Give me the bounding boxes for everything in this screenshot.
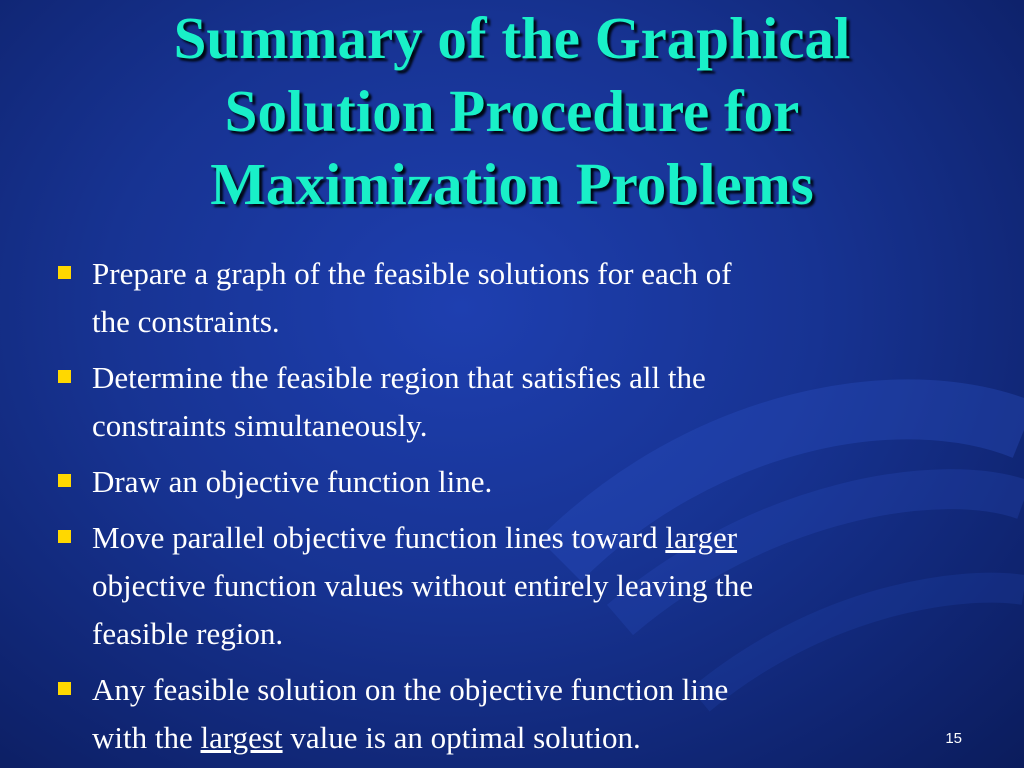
bullet-text: Move parallel objective function lines toward xyxy=(92,520,666,555)
slide-title-line: Solution Procedure for xyxy=(224,78,800,144)
bullet-item xyxy=(56,250,936,346)
bullet-text: constraints simultaneously. xyxy=(92,408,428,443)
bullet-item xyxy=(56,458,936,506)
bullet-text: Prepare a graph of the feasible solutions for each of xyxy=(92,256,732,291)
slide-title xyxy=(0,2,1024,221)
bullet-text: with the xyxy=(92,720,201,755)
square-bullet-icon xyxy=(58,530,71,543)
bullet-item xyxy=(56,666,936,762)
bullet-text: the constraints. xyxy=(92,304,280,339)
slide-title-line: Maximization Problems xyxy=(210,151,814,217)
emphasis-text: larger xyxy=(665,520,738,555)
bullet-item xyxy=(56,514,936,658)
square-bullet-icon xyxy=(58,682,71,695)
square-bullet-icon xyxy=(58,266,71,279)
bullet-list xyxy=(56,250,936,768)
square-bullet-icon xyxy=(58,370,71,383)
slide-number: 15 xyxy=(945,730,962,747)
bullet-text: Determine the feasible region that satisfies all the xyxy=(92,360,706,395)
slide-title-line: Summary of the Graphical xyxy=(173,5,851,71)
emphasis-text: largest xyxy=(200,720,283,755)
bullet-text: Draw an objective function line. xyxy=(92,464,493,499)
bullet-text: feasible region. xyxy=(92,616,284,651)
bullet-text: objective function values without entirely leaving the xyxy=(92,568,754,603)
bullet-text: value is an optimal solution. xyxy=(282,720,641,755)
bullet-text: Any feasible solution on the objective function line xyxy=(92,672,729,707)
bullet-item xyxy=(56,354,936,450)
square-bullet-icon xyxy=(58,474,71,487)
